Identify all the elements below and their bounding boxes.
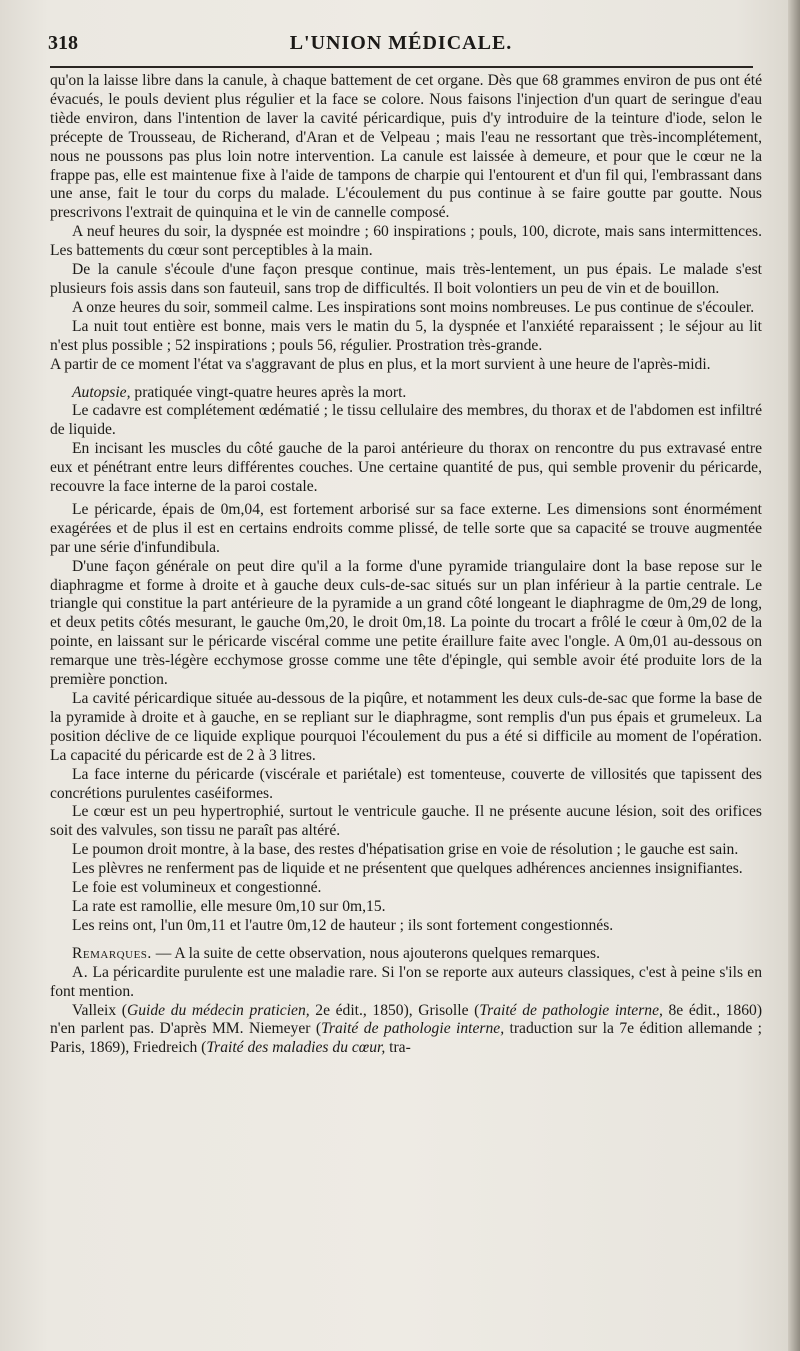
paragraph: De la canule s'écoule d'une façon presque continue, mais très-lentement, un pus épais. Le malade s'est plusieurs fois assis dans son fauteuil, sans trop de difficultés. Il boit volontiers un peu de vin et de bouillon. xyxy=(50,261,762,297)
remark-a-text: La péricardite purulente est une maladie rare. Si l'on se reporte aux auteurs classiques, c'est à peine s'ils en font mention. xyxy=(50,963,762,1000)
remark-a xyxy=(50,964,762,1002)
paragraph: A onze heures du soir, sommeil calme. Les inspirations sont moins nombreuses. Le pus continue de s'écouler. xyxy=(72,298,755,316)
ref-title: Traité de pathologie interne, xyxy=(321,1020,505,1038)
paragraph: Le poumon droit montre, à la base, des restes d'hépatisation grise en voie de résolution ; le gauche est sain. xyxy=(72,841,739,859)
autopsy-heading-text: pratiquée vingt-quatre heures après la mort. xyxy=(134,383,407,401)
ref-text: 8e édit., 1860) n'en parlent pas. D'après MM. Niemeyer ( xyxy=(50,1001,763,1038)
paragraph: La cavité péricardique située au-dessous de la piqûre, et notamment les deux culs-de-sac que forme la base de la pyramide à droite et à gauche, en se repliant sur le diaphragme, sont remplis d'un pus épais et grumeleux. La position déclive de ce liquide explique pourquoi l'écoulement du pus a été si difficile au moment de l'opération. La capacité du péricarde est de 2 à 3 litres. xyxy=(50,690,762,764)
body-text xyxy=(50,72,762,1058)
paragraph: D'une façon générale on peut dire qu'il a la forme d'une pyramide triangulaire dont la base repose sur le diaphragme et forme à droite et à gauche deux culs-de-sac situés sur un plan inférieur à la partie centrale. Le triangle qui constitue la part antérieure de la pyramide a un grand côté longeant le diaphragme de 0m,29 de long, et deux petits côtés mesurant, le gauche 0m,20, le droit 0m,18. La pointe du trocart a frôlé le cœur à 0m,02 de la pointe, en laissant sur le péricarde viscéral comme une petite éraillure faite avec l'ongle. A 0m,01 au-dessous on remarque une très-légère ecchymose grosse comme une tête d'épingle, qui semble avoir été produite lors de la première ponction. xyxy=(50,557,762,689)
paragraph: A neuf heures du soir, la dyspnée est moindre ; 60 inspirations ; pouls, 100, dicrote, mais sans intermittences. Les battements du cœur sont perceptibles à la main. xyxy=(50,223,762,260)
remarks-heading xyxy=(50,945,762,964)
autopsy-heading xyxy=(50,384,762,403)
ref-title: Traité des maladies du cœur, xyxy=(206,1039,386,1057)
ref-text: tra- xyxy=(385,1039,411,1057)
paragraph-references xyxy=(50,1002,762,1059)
remarks-intro: — A la suite de cette observation, nous ajouterons quelques remarques. xyxy=(155,944,601,962)
ref-title: Traité de pathologie interne, xyxy=(479,1001,663,1019)
ref-text: Valleix ( xyxy=(72,1001,127,1019)
paragraph: En incisant les muscles du côté gauche de la paroi antérieure du thorax on rencontre du pus extravasé entre eux et pénétrant entre leurs différentes couches. Une certaine quantité de pus, qui semble provenir du péricarde, recouvre la face interne de la paroi costale. xyxy=(50,440,762,496)
paragraph: La face interne du péricarde (viscérale et pariétale) est tomenteuse, couverte de villosités que tapissent des concrétions purulentes caséiformes. xyxy=(50,765,762,802)
paragraph: La nuit tout entière est bonne, mais vers le matin du 5, la dyspnée et l'anxiété reparaissent ; le séjour au lit n'est plus possible ; 52 inspirations ; pouls 56, régulier. Prostration très-grande. xyxy=(50,317,762,354)
header-rule xyxy=(50,66,753,68)
paragraph: qu'on la laisse libre dans la canule, à chaque battement de cet organe. Dès que 68 grammes environ de pus ont été évacués, le pouls devient plus régulier et la face se colore. Nous faisons l'injection d'un quart de seringue d'eau tiède environ, dans l'intention de laver la cavité péricardique, puis d'y introduire de la teinture d'iode, selon le précepte de Trousseau, de Richerand, d'Aran et de Velpeau ; mais l'eau ne ressortant que très-incomplétement, nous ne poussons pas plus loin notre intervention. La canule est laissée à demeure, et pour que le cœur ne la frappe pas, elle est maintenue fixe à l'aide de tampons de charpie qui l'entourent et d'un fil qui, l'embrassant dans une anse, fait le tour du corps du malade. L'écoulement du pus continue à se faire goutte par goutte. Nous prescrivons l'extrait de quinquina et le vin de cannelle composé. xyxy=(50,72,762,222)
paragraph: Le cadavre est complétement œdématié ; le tissu cellulaire des membres, du thorax et de l'abdomen est infiltré de liquide. xyxy=(50,402,762,439)
autopsy-label: Autopsie, xyxy=(72,383,131,401)
page-header xyxy=(48,28,754,58)
remarks-label: Remarques. xyxy=(72,944,152,962)
paragraph: Le péricarde, épais de 0m,04, est fortement arborisé sur sa face externe. Les dimensions sont énormément exagérées et de plus il est en certains endroits comme plissé, de telle sorte que sa capacité se trouve augmentée par une série d'infundibula. xyxy=(50,500,762,556)
paragraph: A partir de ce moment l'état va s'aggravant de plus en plus, et la mort survient à une heure de l'après-midi. xyxy=(50,355,711,373)
remark-a-label: A. xyxy=(72,963,89,981)
running-title: L'UNION MÉDICALE. xyxy=(289,32,513,54)
page-number: 318 xyxy=(48,32,78,54)
ref-text: traduction sur la 7e édition allemande ; Paris, 1869), Friedreich ( xyxy=(50,1020,762,1057)
page-edge-shadow xyxy=(788,0,800,1351)
paragraph: Les plèvres ne renferment pas de liquide et ne présentent que quelques adhérences anciennes insignifiantes. xyxy=(72,860,743,878)
paragraph: Le cœur est un peu hypertrophié, surtout le ventricule gauche. Il ne présente aucune lésion, soit des orifices soit des valvules, son tissu ne paraît pas altéré. xyxy=(50,803,762,840)
paragraph: Les reins ont, l'un 0m,11 et l'autre 0m,12 de hauteur ; ils sont fortement congestionnés. xyxy=(72,916,614,934)
paragraph: Le foie est volumineux et congestionné. xyxy=(72,879,322,897)
paragraph: La rate est ramollie, elle mesure 0m,10 sur 0m,15. xyxy=(72,897,386,915)
ref-title: Guide du médecin praticien, xyxy=(126,1001,310,1019)
ref-text: 2e édit., 1850), Grisolle ( xyxy=(309,1001,480,1019)
